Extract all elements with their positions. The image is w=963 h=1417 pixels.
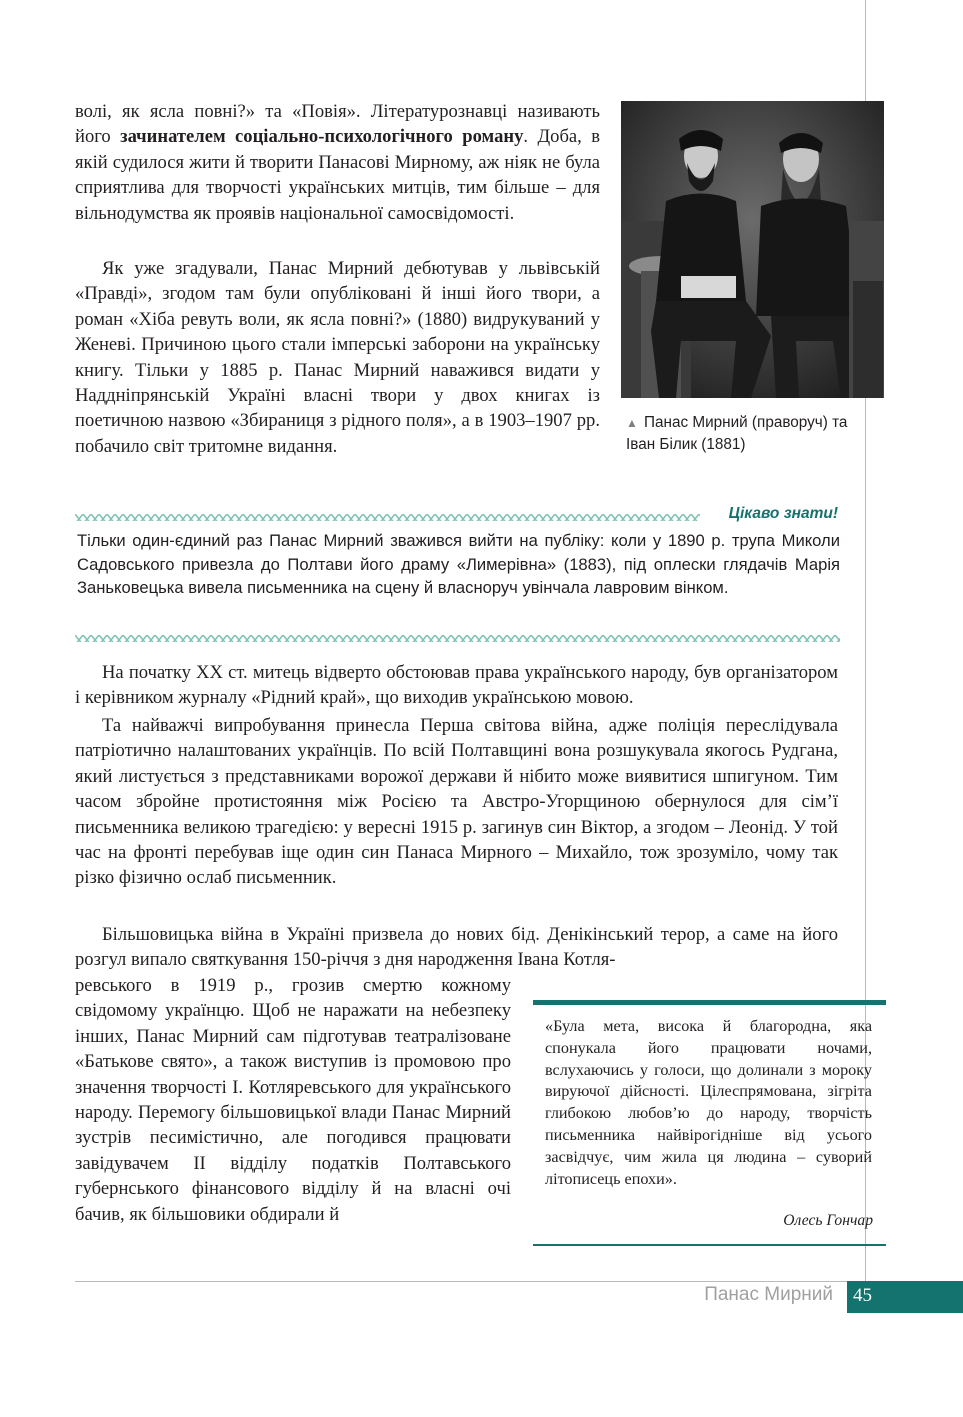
quote-author: Олесь Гончар [783,1212,873,1229]
did-you-know-label: Цікаво знати! [728,505,838,522]
photo-caption: ▲ Панас Мирний (праворуч) та Іван Білик (1881) [626,414,848,453]
triangle-up-icon: ▲ [626,416,638,430]
did-you-know-bottom-band [75,632,840,642]
did-you-know-top-band [75,511,700,521]
quote-text: «Була мета, висока й благородна, яка спонукала його працювати ночами, вслухаючись у голоси, що долинали з мороку вируючої дійсності. Цілеспрямована, зігріта глибокою любов’ю до народу, творчість письменника найвірогідніше від усього засвідчує, чим жила ця людина – суворий літописець епохи». [545,1017,872,1188]
page-number: 45 [853,1285,872,1306]
quote-bottom-rule [533,1244,886,1246]
bold-term: зачинателем соціально-психологічного роману [120,126,524,148]
paragraph-kotliarevsky: ревського в 1919 р., грозив смертю кожному свідомому українцю. Щоб не наражати на небезпеку інших, Панас Мирний сам підготував театралізоване «Батькове свято», а також виступив із промовою про значення творчості І. Котляревського для українського народу. Перемогу більшовицької влади Панас Мирний зустрів песимістично, але погодився працювати завідувачем II відділу податків Полтавського губернського фінансового відділу й на власні очі бачив, як більшовики обдирали й [75,975,511,1225]
paragraph-war: Та найважчі випробування принесла Перша світова війна, адже поліція переслідувала патріотично налаштованих українців. По всій Полтавщині вона розшукувала якогось Рудгана, який листується з представниками ворожої держави й нібито може виявитися шпигуном. Тим часом збройне протистояння між Росією та Австро-Угорщиною обернулося для сім’ї письменника великою трагедією: у вересні 1915 р. загинув син Віктор, а згодом – Леонід. У той час на фронті перебував іще один син Панаса Мирного – Михайло, тож зрозуміло, чому так різко фізично ослаб письменник. [75,715,838,889]
paragraph-bolshevik: Більшовицька війна в Україні призвела до нових бід. Денікінський терор, а саме на його розгул випало святкування 150-річчя з дня народження Івана Котля- [75,924,838,971]
zigzag-band [75,514,700,521]
page-number-tab [847,1281,963,1313]
did-you-know-text: Тільки один-єдиний раз Панас Мирний зважився вийти на публіку: коли у 1890 р. трупа Миколи Садовського привезла до Полтави його драму «Лимерівна» (1883), під оплески глядачів Марія Заньковецька вивела письменника на сцену й власноруч увінчала лавровим вінком. [77,531,840,597]
running-title: Панас Мирний [704,1284,833,1305]
paragraph-journal: На початку XX ст. митець відверто обстоював права українського народу, був організатором і керівником журналу «Рідний край», що виходив українською мовою. [75,662,838,709]
zigzag-band [75,635,840,642]
portrait-photo [621,101,884,398]
quote-top-rule [533,1000,886,1005]
footer-rule [75,1281,848,1282]
intro-paragraph: волі, як ясла повні?» та «Повія». Літературознавці називають його зачинателем соціально-психологічного роману. Доба, в якій судилося жити й творити Панасові Мирному, аж ніяк не була сприятлива для творчості українських митців, тим більше – для вільнодумства як проявів національної самосвідомості. [75,101,601,224]
portrait-photo-image [621,101,884,398]
quote-box [533,1000,886,1250]
paragraph-debut: Як уже згадували, Панас Мирний дебютував у львівській «Правді», згодом там були опубліковані й інші його твори, а роман «Хіба ревуть воли, як ясла повні?» (1880) видрукуваний у Женеві. Причиною цього стали імперські заборони на українську книгу. Тільки у 1885 р. Панас Мирний наважився видати у Наддніпрянській Україні власні твори у двох книгах із поетичною назвою «Збираниця з рідного поля», а в 1903–1907 рр. побачило світ тритомне видання. [75,258,600,457]
